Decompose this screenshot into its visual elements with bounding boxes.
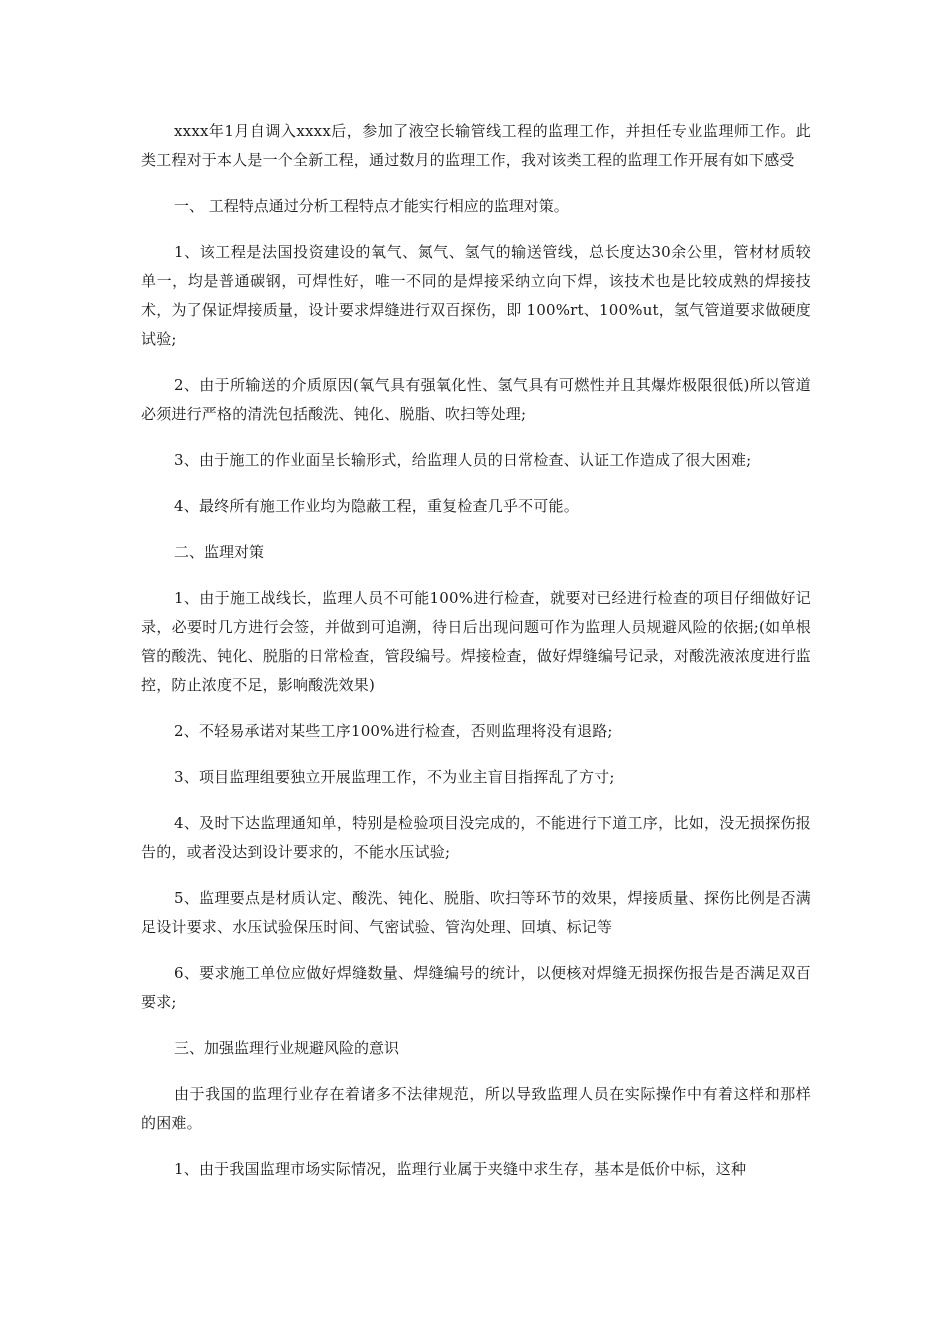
section-2-item-6: 6、要求施工单位应做好焊缝数量、焊缝编号的统计，以便核对焊缝无损探伤报告是否满足双百要求;: [141, 964, 811, 1011]
section-3-intro: 由于我国的监理行业存在着诸多不法律规范，所以导致监理人员在实际操作中有着这样和那样的困难。: [141, 1085, 811, 1132]
section-2-item-4: 4、及时下达监理通知单，特别是检验项目没完成的，不能进行下道工序，比如，没无损探伤报告的，或者没达到设计要求的，不能水压试验;: [141, 814, 811, 861]
section-2-item-2: 2、不轻易承诺对某些工序100%进行检查，否则监理将没有退路;: [174, 722, 613, 740]
document-body: [141, 117, 811, 1201]
section-heading-1: 一、 工程特点通过分析工程特点才能实行相应的监理对策。: [174, 197, 569, 215]
intro-paragraph: xxxx年1月自调入xxxx后，参加了液空长输管线工程的监理工作，并担任专业监理师工作。此类工程对于本人是一个全新工程，通过数月的监理工作，我对该类工程的监理工作开展有如下感受: [141, 122, 811, 169]
section-2-item-1: 1、由于施工战线长，监理人员不可能100%进行检查，就要对已经进行检查的项目仔细做好记录，必要时几方进行会签，并做到可追溯，待日后出现问题可作为监理人员规避风险的依据;(如单根管的酸洗、钝化、脱脂的日常检查，管段编号。焊接检查，做好焊缝编号记录，对酸洗液浓度进行监控，防止浓度不足，影响酸洗效果): [141, 589, 811, 694]
section-1-item-3: 3、由于施工的作业面呈长输形式，给监理人员的日常检查、认证工作造成了很大困难;: [174, 451, 752, 469]
section-heading-2: 二、监理对策: [174, 543, 265, 561]
section-heading-3: 三、加强监理行业规避风险的意识: [174, 1039, 400, 1057]
section-1-item-1: 1、该工程是法国投资建设的氧气、氮气、氢气的输送管线，总长度达30余公里，管材材质较单一，均是普通碳钢，可焊性好，唯一不同的是焊接采纳立向下焊，该技术也是比较成熟的焊接技术，为了保证焊接质量，设计要求焊缝进行双百探伤，即 100%rt、100%ut，氢气管道要求做硬度试验;: [141, 243, 811, 348]
section-1-item-4: 4、最终所有施工作业均为隐蔽工程，重复检查几乎不可能。: [174, 497, 579, 515]
section-2-item-5: 5、监理要点是材质认定、酸洗、钝化、脱脂、吹扫等环节的效果，焊接质量、探伤比例是否满足设计要求、水压试验保压时间、气密试验、管沟处理、回填、标记等: [141, 889, 811, 936]
section-2-item-3: 3、项目监理组要独立开展监理工作，不为业主盲目指挥乱了方寸;: [174, 768, 615, 786]
section-3-item-1: 1、由于我国监理市场实际情况，监理行业属于夹缝中求生存，基本是低价中标，这种: [174, 1160, 747, 1178]
section-1-item-2: 2、由于所输送的介质原因(氧气具有强氧化性、氢气具有可燃性并且其爆炸极限很低)所以管道必须进行严格的清洗包括酸洗、钝化、脱脂、吹扫等处理;: [141, 376, 811, 423]
